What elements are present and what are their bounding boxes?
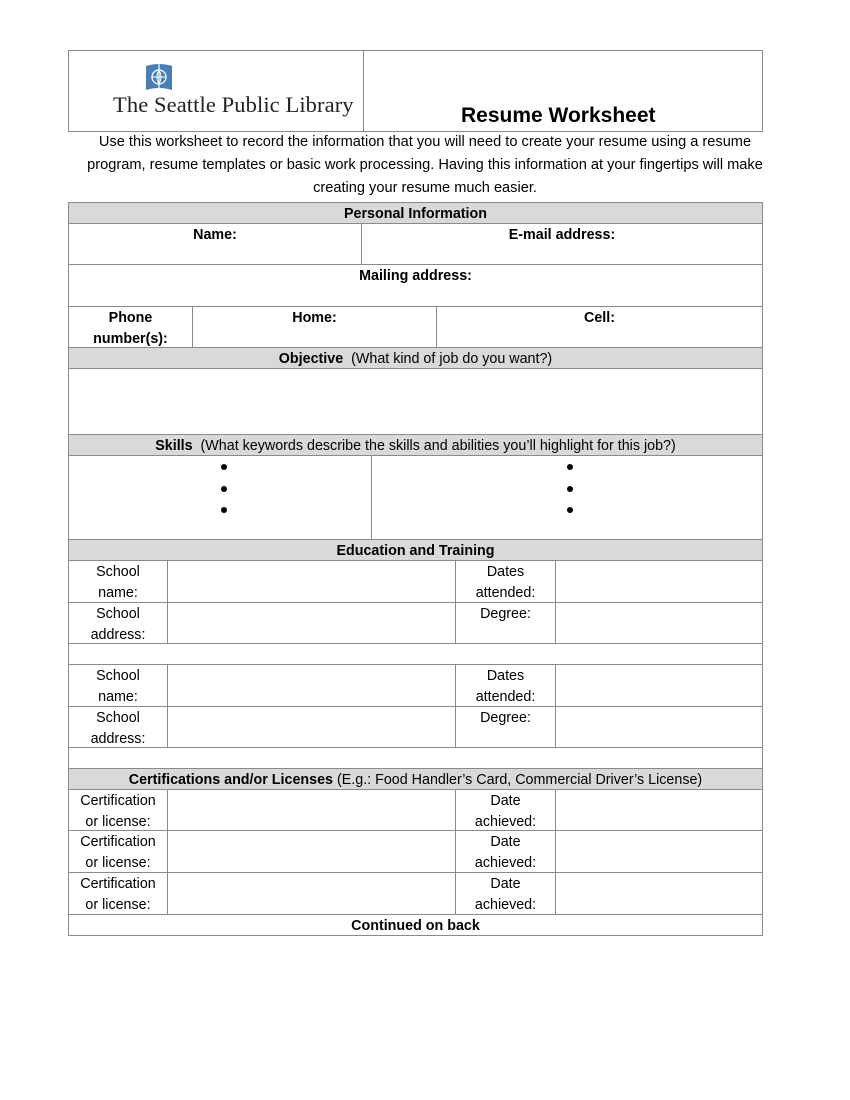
certifications-heading xyxy=(68,768,763,790)
label-line: Date xyxy=(490,876,521,892)
phone-label: Phone xyxy=(108,310,153,326)
objective-heading xyxy=(68,347,763,369)
label-line: or license: xyxy=(85,854,151,871)
label-line: Dates xyxy=(486,668,525,684)
skills-bullet xyxy=(567,486,573,492)
cell-phone-field[interactable] xyxy=(436,306,763,348)
label-line: Certification xyxy=(80,834,156,850)
date-achieved-field[interactable] xyxy=(555,872,763,915)
skills-title: Skills xyxy=(155,438,193,454)
objective-field[interactable] xyxy=(68,368,763,435)
certification-field[interactable] xyxy=(167,789,456,831)
spacer-row xyxy=(68,747,763,769)
home-phone-field[interactable] xyxy=(192,306,437,348)
intro-text xyxy=(40,131,810,200)
label-line: or license: xyxy=(85,813,151,830)
phone-label: number(s): xyxy=(93,330,168,347)
label-line: Certification xyxy=(80,876,156,892)
certification-field[interactable] xyxy=(167,830,456,873)
objective-hint: (What kind of job do you want?) xyxy=(351,351,553,367)
library-logo-icon xyxy=(143,62,175,94)
date-achieved-field[interactable] xyxy=(555,830,763,873)
email-label: E-mail address: xyxy=(508,227,616,243)
label-line: School xyxy=(96,668,140,684)
certification-field[interactable] xyxy=(167,872,456,915)
skills-bullet xyxy=(567,507,573,513)
label-line: attended: xyxy=(475,584,536,601)
dates-attended-label xyxy=(455,560,556,603)
school-address-label xyxy=(68,602,168,644)
school-name-field[interactable] xyxy=(167,664,456,707)
cell-label: Cell: xyxy=(584,310,615,326)
page-title: Resume Worksheet xyxy=(461,104,656,127)
certifications-hint: (E.g.: Food Handler’s Card, Commercial Driver’s License) xyxy=(336,772,703,788)
label-line: School xyxy=(96,710,140,726)
skills-bullet xyxy=(567,464,573,470)
label-line: name: xyxy=(98,584,138,601)
degree-label: Degree: xyxy=(455,602,556,644)
certification-label xyxy=(68,872,168,915)
degree-field[interactable] xyxy=(555,602,763,644)
name-label: Name: xyxy=(193,227,237,243)
skills-hint: (What keywords describe the skills and abilities you’ll highlight for this job?) xyxy=(200,438,676,454)
dates-attended-field[interactable] xyxy=(555,560,763,603)
label-line: achieved: xyxy=(474,813,537,830)
skills-bullet xyxy=(221,507,227,513)
intro-line: program, resume templates or basic work processing. Having this information at your fingertips will make xyxy=(87,157,763,173)
objective-title: Objective xyxy=(278,351,344,367)
label-line: Date xyxy=(490,834,521,850)
label-line: Date xyxy=(490,793,521,809)
personal-info-heading: Personal Information xyxy=(68,202,763,224)
home-label: Home: xyxy=(292,310,337,326)
skills-heading xyxy=(68,434,763,456)
education-heading: Education and Training xyxy=(68,539,763,561)
continued-on-back: Continued on back xyxy=(68,914,763,936)
school-name-label xyxy=(68,664,168,707)
date-achieved-label xyxy=(455,872,556,915)
label-line: attended: xyxy=(475,688,536,705)
intro-line: creating your resume much easier. xyxy=(313,180,537,196)
label-line: achieved: xyxy=(474,896,537,913)
label-line: achieved: xyxy=(474,854,537,871)
spacer-row xyxy=(68,643,763,665)
skills-bullet xyxy=(221,486,227,492)
school-name-field[interactable] xyxy=(167,560,456,603)
date-achieved-label xyxy=(455,789,556,831)
label-line: address: xyxy=(90,626,146,643)
certifications-title: Certifications and/or Licenses xyxy=(128,772,333,788)
degree-label: Degree: xyxy=(455,706,556,748)
school-name-label xyxy=(68,560,168,603)
intro-line: Use this worksheet to record the information that you will need to create your resume using a resume xyxy=(98,134,752,150)
label-line: Certification xyxy=(80,793,156,809)
school-address-label xyxy=(68,706,168,748)
mailing-address-label: Mailing address: xyxy=(359,268,472,284)
school-address-field[interactable] xyxy=(167,602,456,644)
phone-label-cell xyxy=(68,306,193,348)
label-line: Dates xyxy=(486,564,525,580)
school-address-field[interactable] xyxy=(167,706,456,748)
label-line: name: xyxy=(98,688,138,705)
skills-bullet xyxy=(221,464,227,470)
email-field[interactable] xyxy=(361,223,763,265)
label-line: or license: xyxy=(85,896,151,913)
skills-left-field[interactable] xyxy=(68,455,372,540)
dates-attended-label xyxy=(455,664,556,707)
date-achieved-field[interactable] xyxy=(555,789,763,831)
degree-field[interactable] xyxy=(555,706,763,748)
name-field[interactable] xyxy=(68,223,362,265)
date-achieved-label xyxy=(455,830,556,873)
certification-label xyxy=(68,789,168,831)
dates-attended-field[interactable] xyxy=(555,664,763,707)
logo-text: The Seattle Public Library xyxy=(113,92,354,117)
logo-box xyxy=(68,50,364,132)
label-line: address: xyxy=(90,730,146,747)
certification-label xyxy=(68,830,168,873)
label-line: School xyxy=(96,564,140,580)
label-line: School xyxy=(96,606,140,622)
mailing-address-field[interactable] xyxy=(68,264,763,307)
